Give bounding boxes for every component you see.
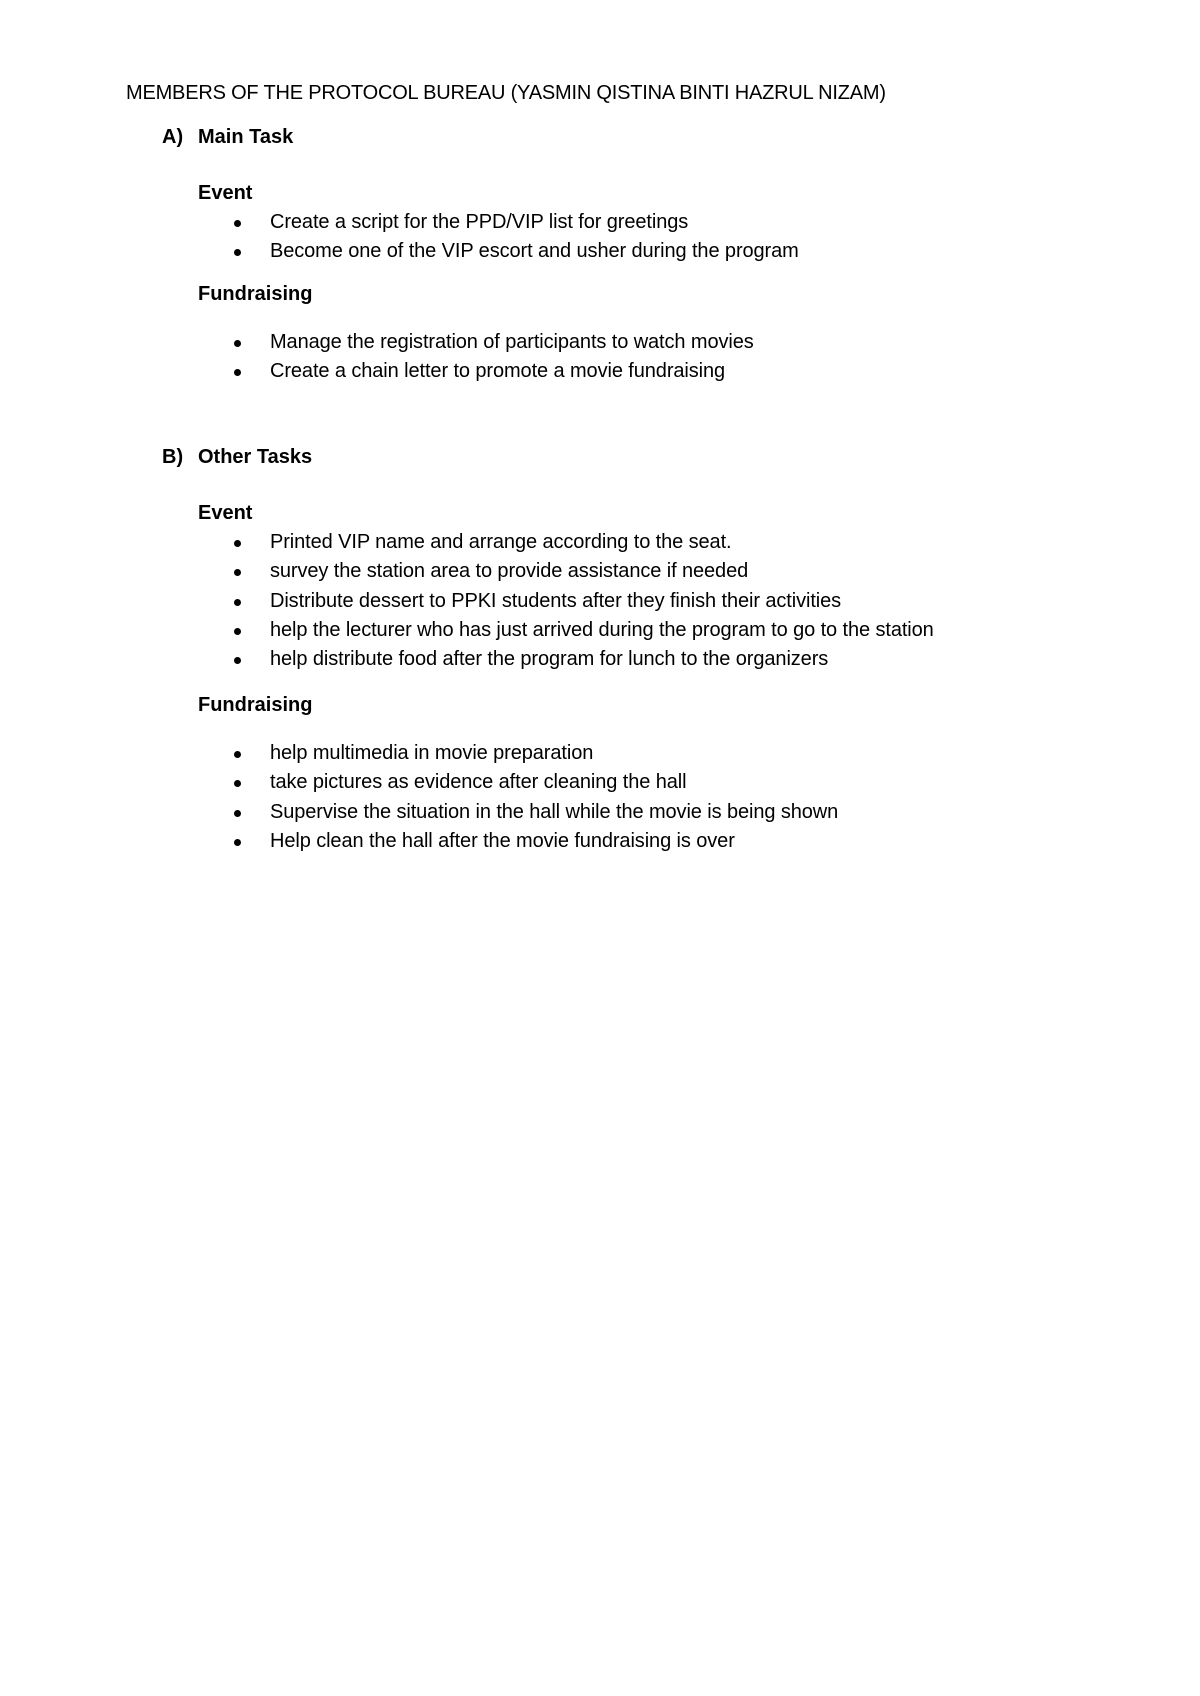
list-item-text: survey the station area to provide assistance if needed	[270, 560, 749, 583]
section-heading-main-task	[162, 126, 293, 149]
document-title: MEMBERS OF THE PROTOCOL BUREAU (YASMIN QISTINA BINTI HAZRUL NIZAM)	[126, 82, 886, 104]
bullet-icon	[234, 249, 241, 256]
list-item-text: Create a chain letter to promote a movie fundraising	[270, 360, 726, 383]
section-letter: B)	[162, 446, 184, 468]
bullet-icon	[234, 628, 241, 635]
bullet-icon	[234, 340, 241, 347]
list-item-text: help distribute food after the program for lunch to the organizers	[270, 648, 829, 671]
bullet-icon	[234, 839, 241, 846]
list-item-text: Become one of the VIP escort and usher during the program	[270, 240, 799, 263]
bullet-icon	[234, 810, 241, 817]
list-item-text: take pictures as evidence after cleaning the hall	[270, 771, 687, 794]
bullet-icon	[234, 751, 241, 758]
list-item-text: help the lecturer who has just arrived during the program to go to the station	[270, 618, 934, 641]
section-title: Main Task	[198, 126, 294, 148]
bullet-icon	[234, 569, 241, 576]
bullet-icon	[234, 657, 241, 664]
bullet-icon	[234, 369, 241, 376]
section-title: Other Tasks	[198, 446, 313, 468]
list-item-text: Create a script for the PPD/VIP list for greetings	[270, 211, 689, 233]
list-item-text: Help clean the hall after the movie fundraising is over	[270, 829, 735, 852]
bullet-icon	[234, 220, 241, 227]
bullet-icon	[234, 780, 241, 787]
subheading-event: Event	[198, 182, 253, 204]
subheading-fundraising: Fundraising	[198, 283, 313, 305]
bullet-icon	[234, 599, 241, 606]
subheading-fundraising: Fundraising	[198, 694, 313, 716]
bullet-icon	[234, 540, 241, 547]
list-item-text: Supervise the situation in the hall while the movie is being shown	[270, 800, 839, 823]
section-heading-other-tasks	[162, 446, 312, 469]
section-letter: A)	[162, 126, 184, 148]
list-item-text: help multimedia in movie preparation	[270, 742, 594, 764]
list-item-text: Distribute dessert to PPKI students after they finish their activities	[270, 589, 842, 612]
list-item-text: Printed VIP name and arrange according to the seat.	[270, 531, 732, 553]
list-item-text: Manage the registration of participants to watch movies	[270, 331, 754, 353]
subheading-event: Event	[198, 502, 253, 524]
